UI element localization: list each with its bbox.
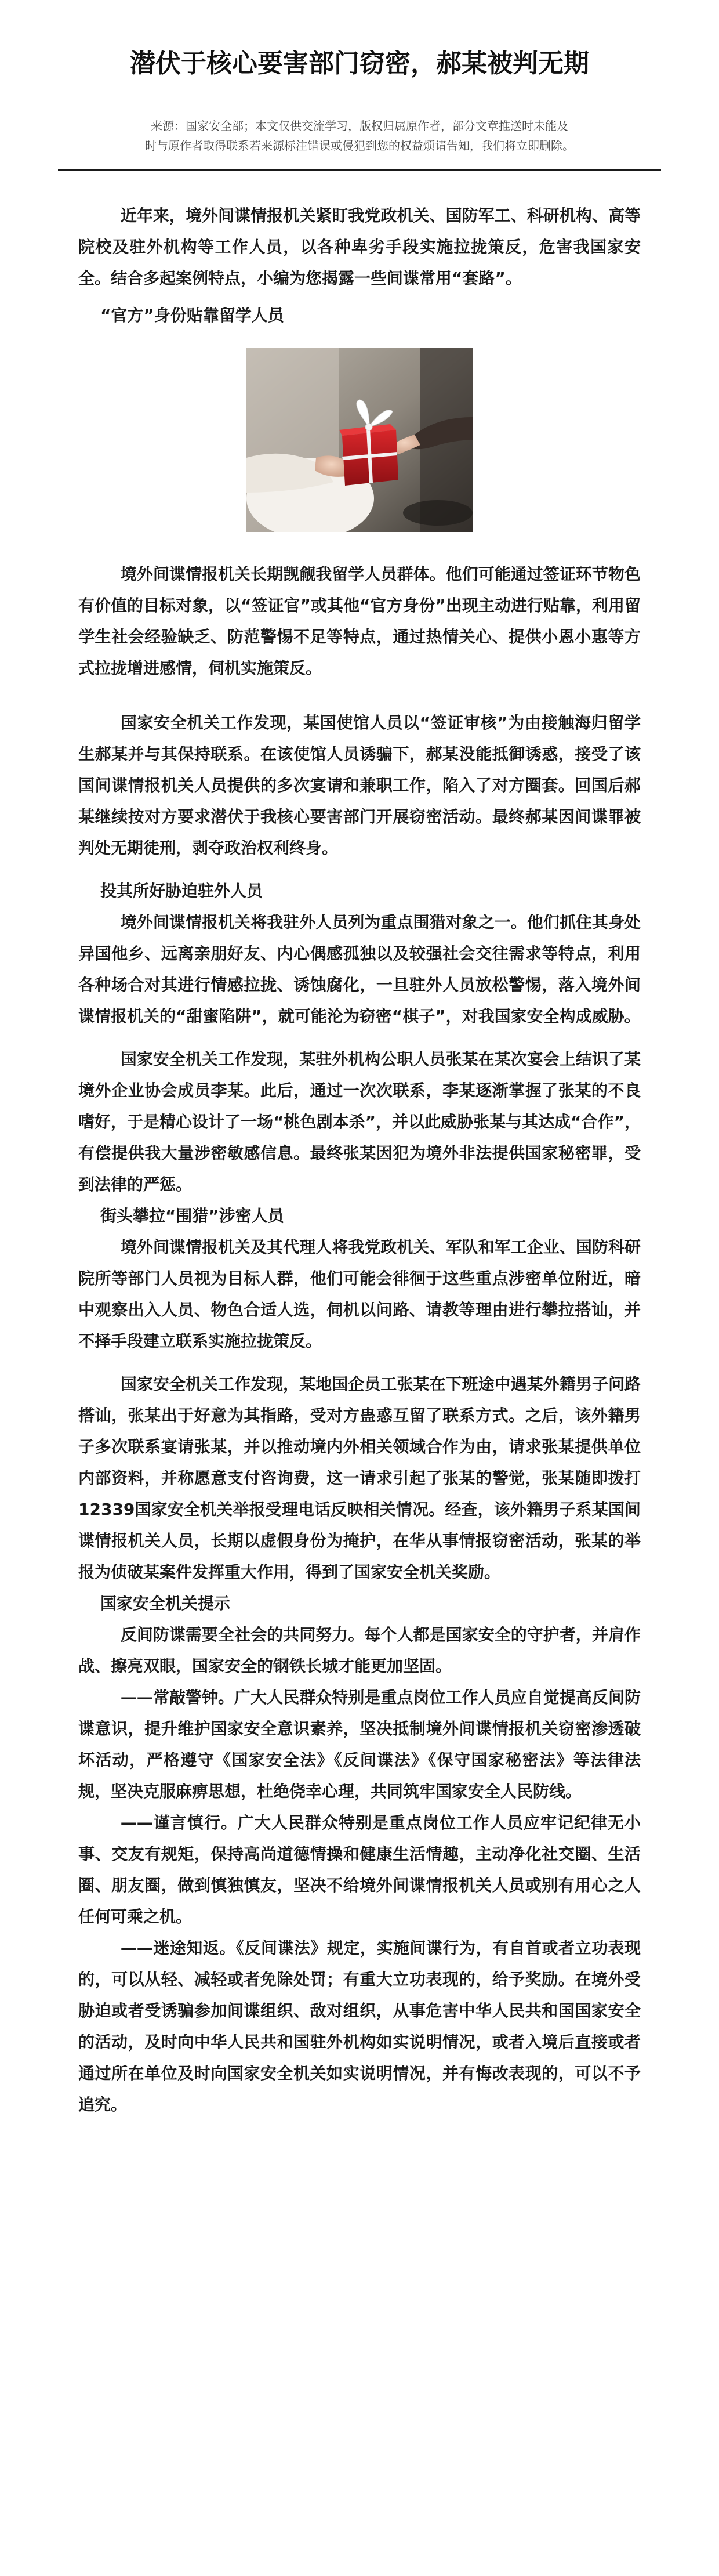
article-title: 潜伏于核心要害部门窃密，郝某被判无期 (130, 49, 589, 78)
body-paragraph: 境外间谍情报机关长期觊觎我留学人员群体。他们可能通过签证环节物色有价值的目标对象，以“签证官”或其他“官方身份”出现主动进行贴靠，利用留学生社会经验缺乏、防范警惕不足等特点，通过热情关心、提供小恩小惠等方式拉拢增进感情，伺机实施策反。 (78, 565, 641, 678)
body-paragraph: 境外间谍情报机关将我驻外人员列为重点围猎对象之一。他们抓住其身处异国他乡、远离亲朋好友、内心偶感孤独以及较强社会交往需求等特点，利用各种场合对其进行情感拉拢、诱蚀腐化，一旦驻外人员放松警惕，落入境外间谍情报机关的“甜蜜陷阱”，就可能沦为窃密“棋子”，对我国家安全构成威胁。 (78, 913, 641, 1026)
gift-photo (78, 344, 641, 536)
tips-heading: 国家安全机关提示 (100, 1594, 231, 1613)
source-note (64, 116, 655, 155)
gift-exchange-image (246, 348, 473, 532)
body-paragraph: 国家安全机关工作发现，某地国企员工张某在下班途中遇某外籍男子问路搭讪，张某出于好意为其指路，受对方蛊惑互留了联系方式。之后，该外籍男子多次联系宴请张某，并以推动境内外相关领域合作为由，请求张某提供单位内部资料，并称愿意支付咨询费，这一请求引起了张某的警觉，张某随即拨打12339国家安全机关举报受理电话反映相关情况。经查，该外籍男子系某国间谍情报机关人员，长期以虚假身份为掩护，在华从事情报窃密活动，张某的举报为侦破某案件发挥重大作用，得到了国家安全机关奖励。 (78, 1374, 641, 1582)
section-heading: “官方”身份贴靠留学人员 (100, 306, 284, 325)
article-body (78, 200, 641, 2121)
section-heading: 街头攀拉“围猎”涉密人员 (100, 1206, 284, 1225)
source-note-line: 来源：国家安全部；本文仅供交流学习，版权归属原作者，部分文章推送时未能及 (151, 119, 568, 133)
divider-line (58, 169, 661, 171)
source-note-line: 时与原作者取得联系若来源标注错误或侵犯到您的权益烦请告知，我们将立即删除。 (145, 139, 574, 153)
section-heading: 投其所好胁迫驻外人员 (100, 881, 263, 900)
body-paragraph: 国家安全机关工作发现，某驻外机构公职人员张某在某次宴会上结识了某境外企业协会成员李某。此后，通过一次次联系，李某逐渐掌握了张某的不良嗜好，于是精心设计了一场“桃色剧本杀”，并以此威胁张某与其达成“合作”，有偿提供我大量涉密敏感信息。最终张某因犯为境外非法提供国家秘密罪，受到法律的严惩。 (78, 1050, 641, 1194)
tips-intro-paragraph: 反间防谍需要全社会的共同努力。每个人都是国家安全的守护者，并肩作战、擦亮双眼，国家安全的钢铁长城才能更加坚固。 (78, 1625, 641, 1676)
body-paragraph: 国家安全机关工作发现，某国使馆人员以“签证审核”为由接触海归留学生郝某并与其保持联系。在该使馆人员诱骗下，郝某没能抵御诱惑，接受了该国间谍情报机关人员提供的多次宴请和兼职工作，陷入了对方圈套。回国后郝某继续按对方要求潜伏于我核心要害部门开展窃密活动。最终郝某因间谍罪被判处无期徒刑，剥夺政治权利终身。 (78, 713, 641, 858)
tip-paragraph: ——迷途知返。《反间谍法》规定，实施间谍行为，有自首或者立功表现的，可以从轻、减轻或者免除处罚；有重大立功表现的，给予奖励。在境外受胁迫或者受诱骗参加间谍组织、敌对组织，从事危害中华人民共和国国家安全的活动，及时向中华人民共和国驻外机构如实说明情况，或者入境后直接或者通过所在单位及时向国家安全机关如实说明情况，并有悔改表现的，可以不予追究。 (78, 1938, 641, 2114)
tip-paragraph: ——常敲警钟。广大人民群众特别是重点岗位工作人员应自觉提高反间防谍意识，提升维护国家安全意识素养，坚决抵制境外间谍情报机关窃密渗透破坏活动，严格遵守《国家安全法》《反间谍法》《保守国家秘密法》等法律法规，坚决克服麻痹思想，杜绝侥幸心理，共同筑牢国家安全人民防线。 (78, 1688, 641, 1801)
tip-paragraph: ——谨言慎行。广大人民群众特别是重点岗位工作人员应牢记纪律无小事、交友有规矩，保持高尚道德情操和健康生活情趣，主动净化社交圈、生活圈、朋友圈，做到慎独慎友，坚决不给境外间谍情报机关人员或别有用心之人任何可乘之机。 (78, 1813, 641, 1926)
body-paragraph: 境外间谍情报机关及其代理人将我党政机关、军队和军工企业、国防科研院所等部门人员视为目标人群，他们可能会徘徊于这些重点涉密单位附近，暗中观察出入人员、物色合适人选，伺机以问路、请教等理由进行攀拉搭讪，并不择手段建立联系实施拉拢策反。 (78, 1238, 641, 1351)
intro-paragraph: 近年来，境外间谍情报机关紧盯我党政机关、国防军工、科研机构、高等院校及驻外机构等工作人员，以各种卑劣手段实施拉拢策反，危害我国家安全。结合多起案例特点，小编为您揭露一些间谍常用“套路”。 (78, 206, 641, 288)
